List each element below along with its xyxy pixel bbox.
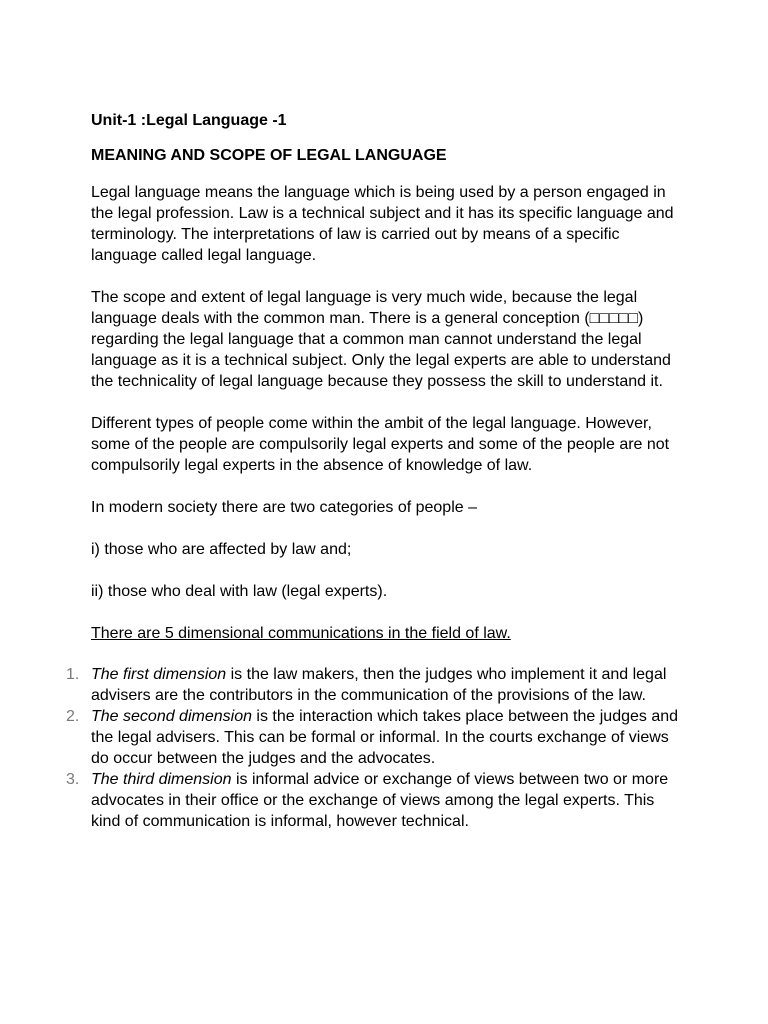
dimension-name: The second dimension: [91, 708, 252, 725]
dimension-text: is the law makers, then the judges who implement it and legal advisers are the contributors in the communication of the provisions of the law.: [91, 666, 667, 704]
unit-title: Unit-1 :Legal Language -1: [91, 112, 287, 129]
list-item: [66, 664, 681, 706]
list-number: 2.: [66, 708, 80, 725]
dimension-text: is the interaction which takes place between the judges and the legal advisers. This can be formal or informal. In the courts exchange of views do occur between the judges and the advocates.: [91, 708, 679, 767]
dimension-name: The first dimension: [91, 666, 227, 683]
list-item: [66, 706, 681, 769]
paragraph-scope: The scope and extent of legal language is very much wide, because the legal language deals with the common man. There is a general conception (□□□□□) regarding the legal language that a common man cannot understand the legal language as it is a technical subject. Only the legal experts are able to understand the technicality of legal language because they possess the skill to understand it.: [91, 289, 671, 390]
list-item: [66, 769, 681, 832]
list-number: 1.: [66, 666, 80, 683]
document-page: [66, 110, 681, 832]
paragraph-categories-intro: In modern society there are two categories of people –: [91, 499, 477, 516]
paragraph-meaning: Legal language means the language which is being used by a person engaged in the legal profession. Law is a technical subject and it has its specific language and terminology. The interpretations of law is carried out by means of a specific language called legal language.: [91, 184, 674, 264]
paragraph-category-one: i) those who are affected by law and;: [91, 541, 352, 558]
section-heading: MEANING AND SCOPE OF LEGAL LANGUAGE: [91, 147, 447, 164]
paragraph-category-two: ii) those who deal with law (legal experts).: [91, 583, 388, 600]
paragraph-types-of-people: Different types of people come within the ambit of the legal language. However, some of the people are compulsorily legal experts and some of the people are not compulsorily legal experts in the absence of knowledge of law.: [91, 415, 670, 474]
dimensions-intro: There are 5 dimensional communications in the field of law.: [91, 625, 511, 642]
dimension-name: The third dimension: [91, 771, 232, 788]
list-number: 3.: [66, 771, 80, 788]
dimension-text: is informal advice or exchange of views between two or more advocates in their office or the exchange of views among the legal experts. This kind of communication is informal, however technical.: [91, 771, 669, 830]
dimensions-list: [66, 664, 681, 832]
